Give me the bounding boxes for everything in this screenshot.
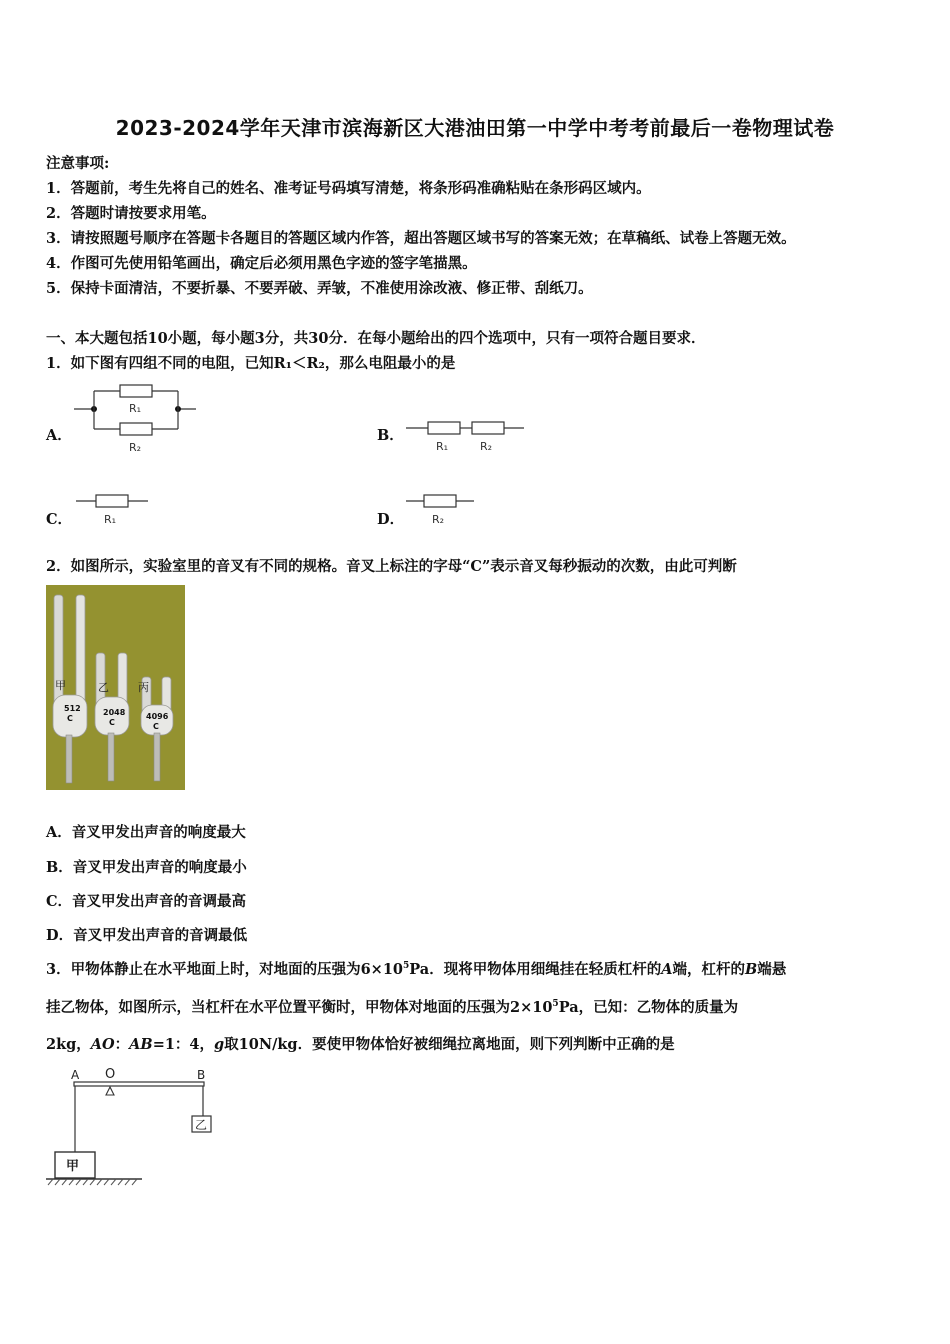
q2-option-d: D．音叉甲发出声音的音调最低	[46, 927, 248, 944]
fork-note-jia: C	[67, 714, 73, 723]
object-yi-label: 乙	[195, 1118, 208, 1132]
q1-option-d-label: D．	[377, 511, 405, 528]
r1-label: R₁	[129, 402, 142, 415]
fork-note-bing: C	[153, 722, 159, 731]
point-b-label: B	[197, 1068, 206, 1082]
q3-line-1: 3．甲物体静止在水平地面上时，对地面的压强为$6\times 10^5Pa$．现将甲物体用细绳挂在轻质杠杆的A端，杠杆的B端悬	[46, 961, 787, 978]
r2-label: R₂	[129, 441, 142, 454]
fork-name-yi: 乙	[98, 681, 109, 694]
q1-option-a-label: A．	[46, 427, 72, 444]
q1-option-c-label: C．	[46, 511, 73, 528]
section-heading: 一、本大题包括10小题，每小题3分，共30分．在每小题给出的四个选项中，只有一项符合题目要求．	[46, 330, 706, 347]
ground-hatch	[48, 1179, 137, 1185]
q1-circuit-b	[404, 417, 526, 457]
fulcrum	[106, 1087, 114, 1095]
q2-stem: 2．如图所示，实验室里的音叉有不同的规格。音叉上标注的字母“C”表示音叉每秒振动的次数，由此可判断	[46, 558, 737, 575]
q1-stem: 1．如下图有四组不同的电阻，已知R₁＜R₂，那么电阻最小的是	[46, 355, 456, 372]
fork-freq-yi: 2048	[103, 708, 126, 717]
q3-line-2: 挂乙物体，如图所示，当杠杆在水平位置平衡时，甲物体对地面的压强为$2\times 10^5Pa$，已知：乙物体的质量为	[46, 999, 739, 1016]
notice-item: 3．请按照题号顺序在答题卡各题目的答题区域内作答，超出答题区域书写的答案无效；在草稿纸、试卷上答题无效。	[46, 230, 796, 247]
notice-heading: 注意事项:	[46, 155, 110, 172]
fork-note-yi: C	[109, 718, 115, 727]
page-title: 2023-2024学年天津市滨海新区大港油田第一中学中考考前最后一卷物理试卷	[115, 116, 835, 140]
notice-item: 4．作图可先使用铅笔画出，确定后必须用黑色字迹的签字笔描黑。	[46, 255, 477, 272]
fork-freq-jia: 512	[64, 704, 81, 713]
fork-name-bing: 丙	[138, 681, 149, 694]
r2-label: R₂	[432, 513, 445, 526]
fork-name-jia: 甲	[55, 679, 66, 692]
point-a-label: A	[71, 1068, 80, 1082]
lever-diagram	[42, 1060, 222, 1188]
q1-circuit-d	[404, 490, 476, 528]
point-o-label: O	[105, 1067, 116, 1082]
notice-item: 5．保持卡面清洁，不要折暴、不要弄破、弄皱，不准使用涂改液、修正带、刮纸刀。	[46, 280, 593, 297]
object-jia-label: 甲	[66, 1159, 80, 1174]
q1-circuit-a	[72, 380, 202, 458]
r2-label: R₂	[480, 440, 493, 453]
fork-freq-bing: 4096	[146, 712, 169, 721]
r1-label: R₁	[104, 513, 117, 526]
r1-label: R₁	[436, 440, 449, 453]
lever-bar	[74, 1082, 204, 1086]
q2-option-c: C．音叉甲发出声音的音调最高	[46, 893, 247, 910]
q2-option-a: A．音叉甲发出声音的响度最大	[46, 824, 246, 841]
notice-item: 2．答题时请按要求用笔。	[46, 205, 216, 222]
q2-option-b: B．音叉甲发出声音的响度最小	[46, 859, 247, 876]
notice-item: 1．答题前，考生先将自己的姓名、准考证号码填写清楚，将条形码准确粘贴在条形码区域内。	[46, 180, 651, 197]
q1-option-b-label: B．	[377, 427, 404, 444]
q3-line-3: 2kg，AO：AB=1：4，g取10N/kg．要使甲物体恰好被细绳拉离地面，则下列判断中正确的是	[46, 1036, 675, 1053]
q1-circuit-c	[74, 490, 150, 528]
tuning-fork-photo	[46, 585, 185, 790]
